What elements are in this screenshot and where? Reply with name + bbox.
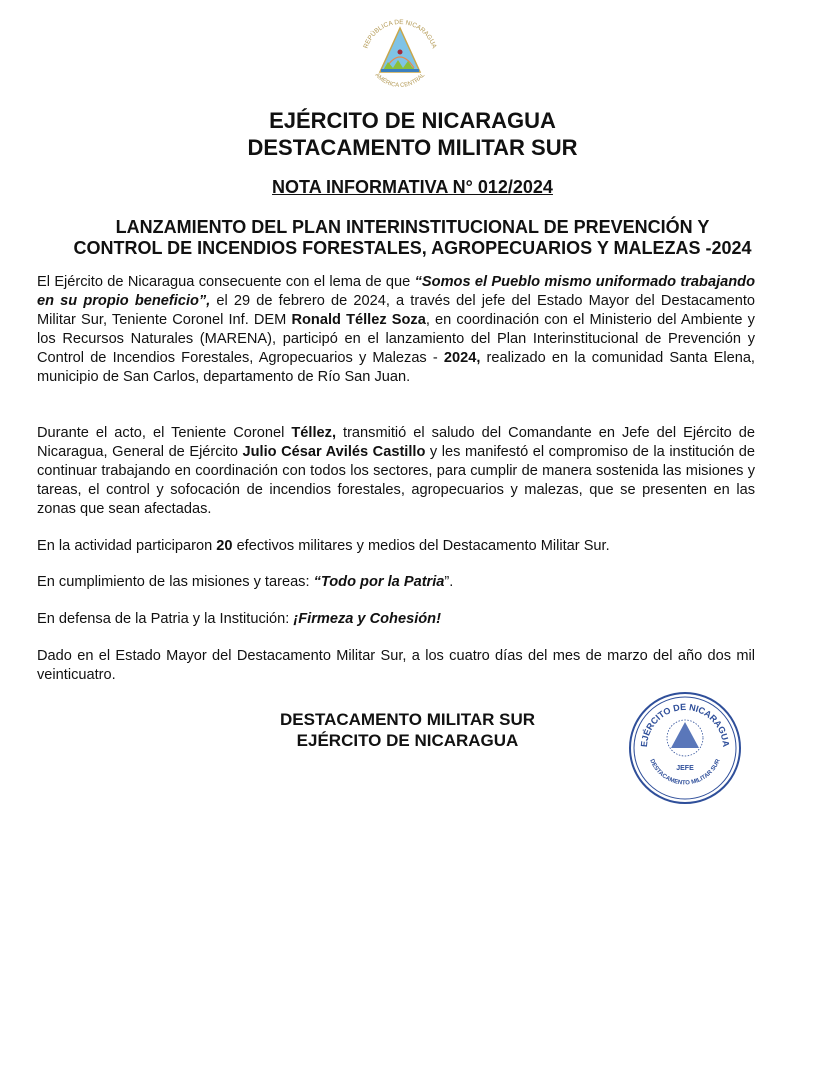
officer-name: Ronald Téllez Soza — [291, 312, 426, 328]
year: 2024, — [443, 350, 481, 366]
text: En la actividad participaron — [37, 538, 217, 554]
text: el 29 de febrero de 2024, a través del jefe del Estado Mayor del Destacamento Militar Sur, Teniente Coronel Inf. DEM — [37, 293, 756, 328]
unit-name: DESTACAMENTO MILITAR SUR — [247, 135, 578, 160]
text: transmitió el saludo del Comandante en Jefe del Ejército de Nicaragua, General de Ejército — [37, 425, 755, 460]
commander-name: Julio César Avilés Castillo — [242, 444, 426, 460]
title-line-2: CONTROL DE INCENDIOS FORESTALES, AGROPECUARIOS Y MALEZAS -2024 — [73, 238, 752, 258]
text: realizado en la comunidad Santa Elena, municipio de San Carlos, departamento de Río San Juan. — [37, 350, 755, 385]
note-number: NOTA INFORMATIVA N° 012/2024 — [272, 177, 553, 197]
paragraph-1 — [37, 273, 755, 387]
official-stamp-icon — [627, 690, 743, 806]
crest-text-top: REPÚBLICA DE NICARAGUA — [362, 18, 438, 50]
paragraph-6: Dado en el Estado Mayor del Destacamento Militar Sur, a los cuatro días del mes de marzo del año dos mil veinticuatro. — [37, 648, 755, 683]
officer-name: Téllez, — [291, 425, 336, 441]
signature-line-1: DESTACAMENTO MILITAR SUR — [280, 710, 535, 729]
slogan: “Todo por la Patria — [313, 574, 445, 590]
nicaragua-coat-of-arms-icon — [352, 16, 448, 96]
signature-block — [230, 709, 585, 751]
paragraph-5 — [37, 610, 755, 629]
paragraph-2 — [37, 424, 755, 519]
org-name: EJÉRCITO DE NICARAGUA — [269, 108, 556, 133]
title-line-1: LANZAMIENTO DEL PLAN INTERINSTITUCIONAL DE PREVENCIÓN Y — [115, 217, 710, 237]
paragraph-3 — [37, 537, 755, 556]
text: y les manifestó el compromiso de la institución de continuar trabajando en coordinación con todos los sectores, para cumplir de manera sostenida las misiones y tareas, el control y sofocación de incendios forestales, agropecuarios y malezas, que se presenten en las zonas que sean afectadas. — [37, 444, 755, 517]
motto: “Somos el Pueblo mismo uniformado trabajando en su propio beneficio”, — [37, 274, 755, 309]
stamp-text-bottom: DESTACAMENTO MILITAR SUR — [648, 758, 722, 787]
slogan: ¡Firmeza y Cohesión! — [293, 611, 441, 627]
stamp-text-top: EJÉRCITO DE NICARAGUA — [638, 701, 732, 748]
text: Durante el acto, el Teniente Coronel — [37, 425, 292, 441]
text: En defensa de la Patria y la Institución: — [37, 611, 294, 627]
document-title — [30, 217, 795, 259]
paragraph-4 — [37, 573, 755, 592]
troop-count: 20 — [216, 538, 233, 554]
text: efectivos militares y medios del Destacamento Militar Sur. — [232, 538, 610, 554]
stamp-text-center: JEFE — [676, 765, 694, 772]
text: El Ejército de Nicaragua consecuente con el lema de que — [37, 274, 415, 290]
text: ”. — [444, 574, 454, 590]
text: En cumplimiento de las misiones y tareas: — [37, 574, 314, 590]
text: , en coordinación con el Ministerio del Ambiente y los Recursos Naturales (MARENA), participó en el lanzamiento del Plan Interinstitucional de Prevención y Control de Incendios Forestales, Agropecuarios y Malezas - — [37, 312, 755, 366]
crest-text-bottom: AMÉRICA CENTRAL — [373, 72, 427, 89]
signature-line-2: EJÉRCITO DE NICARAGUA — [296, 731, 519, 750]
